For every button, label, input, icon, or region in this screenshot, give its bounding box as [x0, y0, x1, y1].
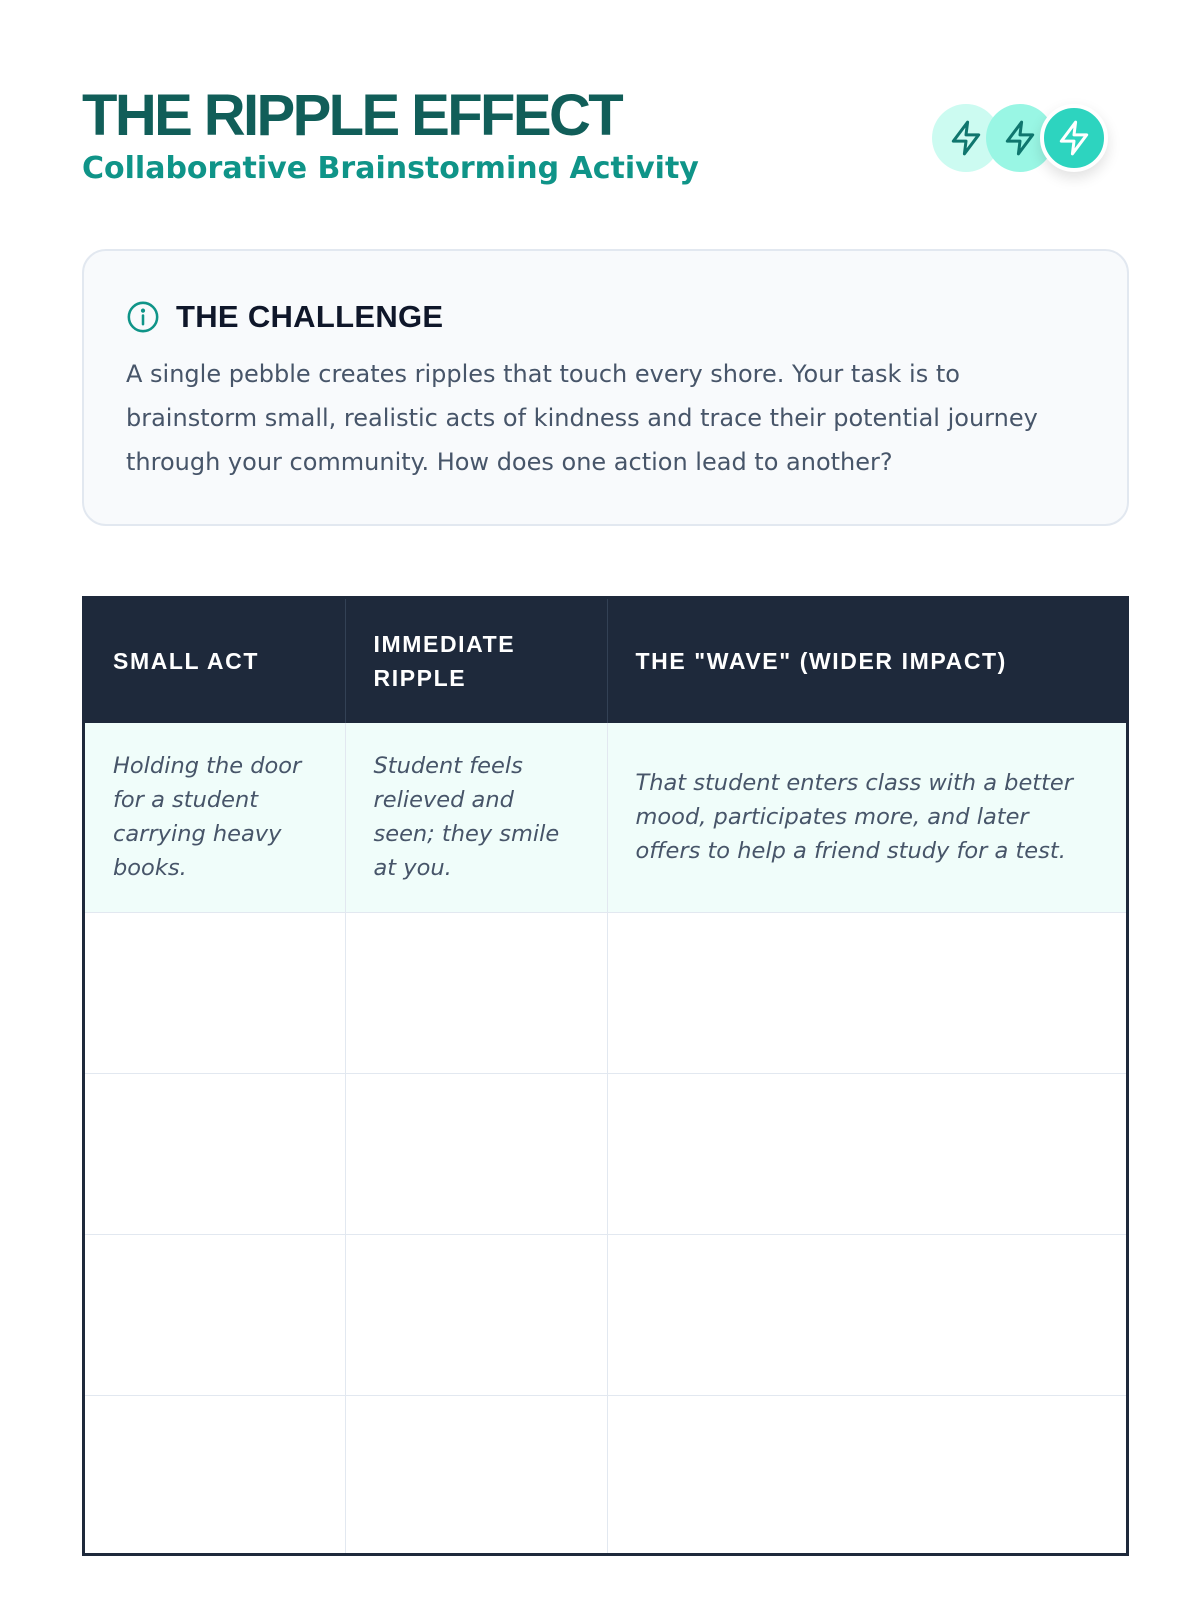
ripple-table — [85, 599, 1126, 1556]
column-header-immediate-ripple: IMMEDIATE RIPPLE — [345, 599, 607, 723]
wave-cell: That student enters class with a better mood, participates more, and later offers to help a friend study for a test. — [607, 723, 1126, 912]
column-header-small-act: SMALL ACT — [85, 599, 345, 723]
bolt-icon — [1040, 104, 1108, 172]
challenge-title: THE CHALLENGE — [176, 299, 444, 334]
table-row — [85, 1395, 1126, 1556]
column-header-wave: THE "WAVE" (WIDER IMPACT) — [635, 648, 1007, 674]
immediate-ripple-cell[interactable] — [345, 912, 607, 1073]
bolt-icon-stack — [932, 104, 1112, 176]
table-header-row — [85, 599, 1126, 723]
table-row — [85, 1234, 1126, 1395]
small-act-cell: Holding the door for a student carrying heavy books. — [85, 723, 345, 912]
wave-cell[interactable] — [607, 1234, 1126, 1395]
info-icon — [126, 300, 160, 334]
challenge-heading — [126, 299, 1087, 335]
challenge-text: A single pebble creates ripples that touch every shore. Your task is to brainstorm small, realistic acts of kindness and trace their potential journey through your community. How does one action lead to another? — [126, 360, 1038, 476]
immediate-ripple-cell[interactable] — [345, 1073, 607, 1234]
wave-cell[interactable] — [607, 1395, 1126, 1556]
small-act-cell[interactable] — [85, 1234, 345, 1395]
small-act-cell[interactable] — [85, 1073, 345, 1234]
small-act-cell[interactable] — [85, 912, 345, 1073]
small-act-cell[interactable] — [85, 1395, 345, 1556]
page-subtitle: Collaborative Brainstorming Activity — [82, 151, 699, 186]
brainstorm-table — [82, 596, 1129, 1556]
table-row — [85, 912, 1126, 1073]
page-title: THE RIPPLE EFFECT — [82, 83, 622, 148]
immediate-ripple-cell: Student feels relieved and seen; they smile at you. — [345, 723, 607, 912]
worksheet-header — [82, 0, 1118, 245]
table-row — [85, 1073, 1126, 1234]
example-row — [85, 723, 1126, 912]
wave-cell[interactable] — [607, 1073, 1126, 1234]
immediate-ripple-cell[interactable] — [345, 1395, 607, 1556]
immediate-ripple-cell[interactable] — [345, 1234, 607, 1395]
challenge-card — [82, 249, 1129, 526]
wave-cell[interactable] — [607, 912, 1126, 1073]
